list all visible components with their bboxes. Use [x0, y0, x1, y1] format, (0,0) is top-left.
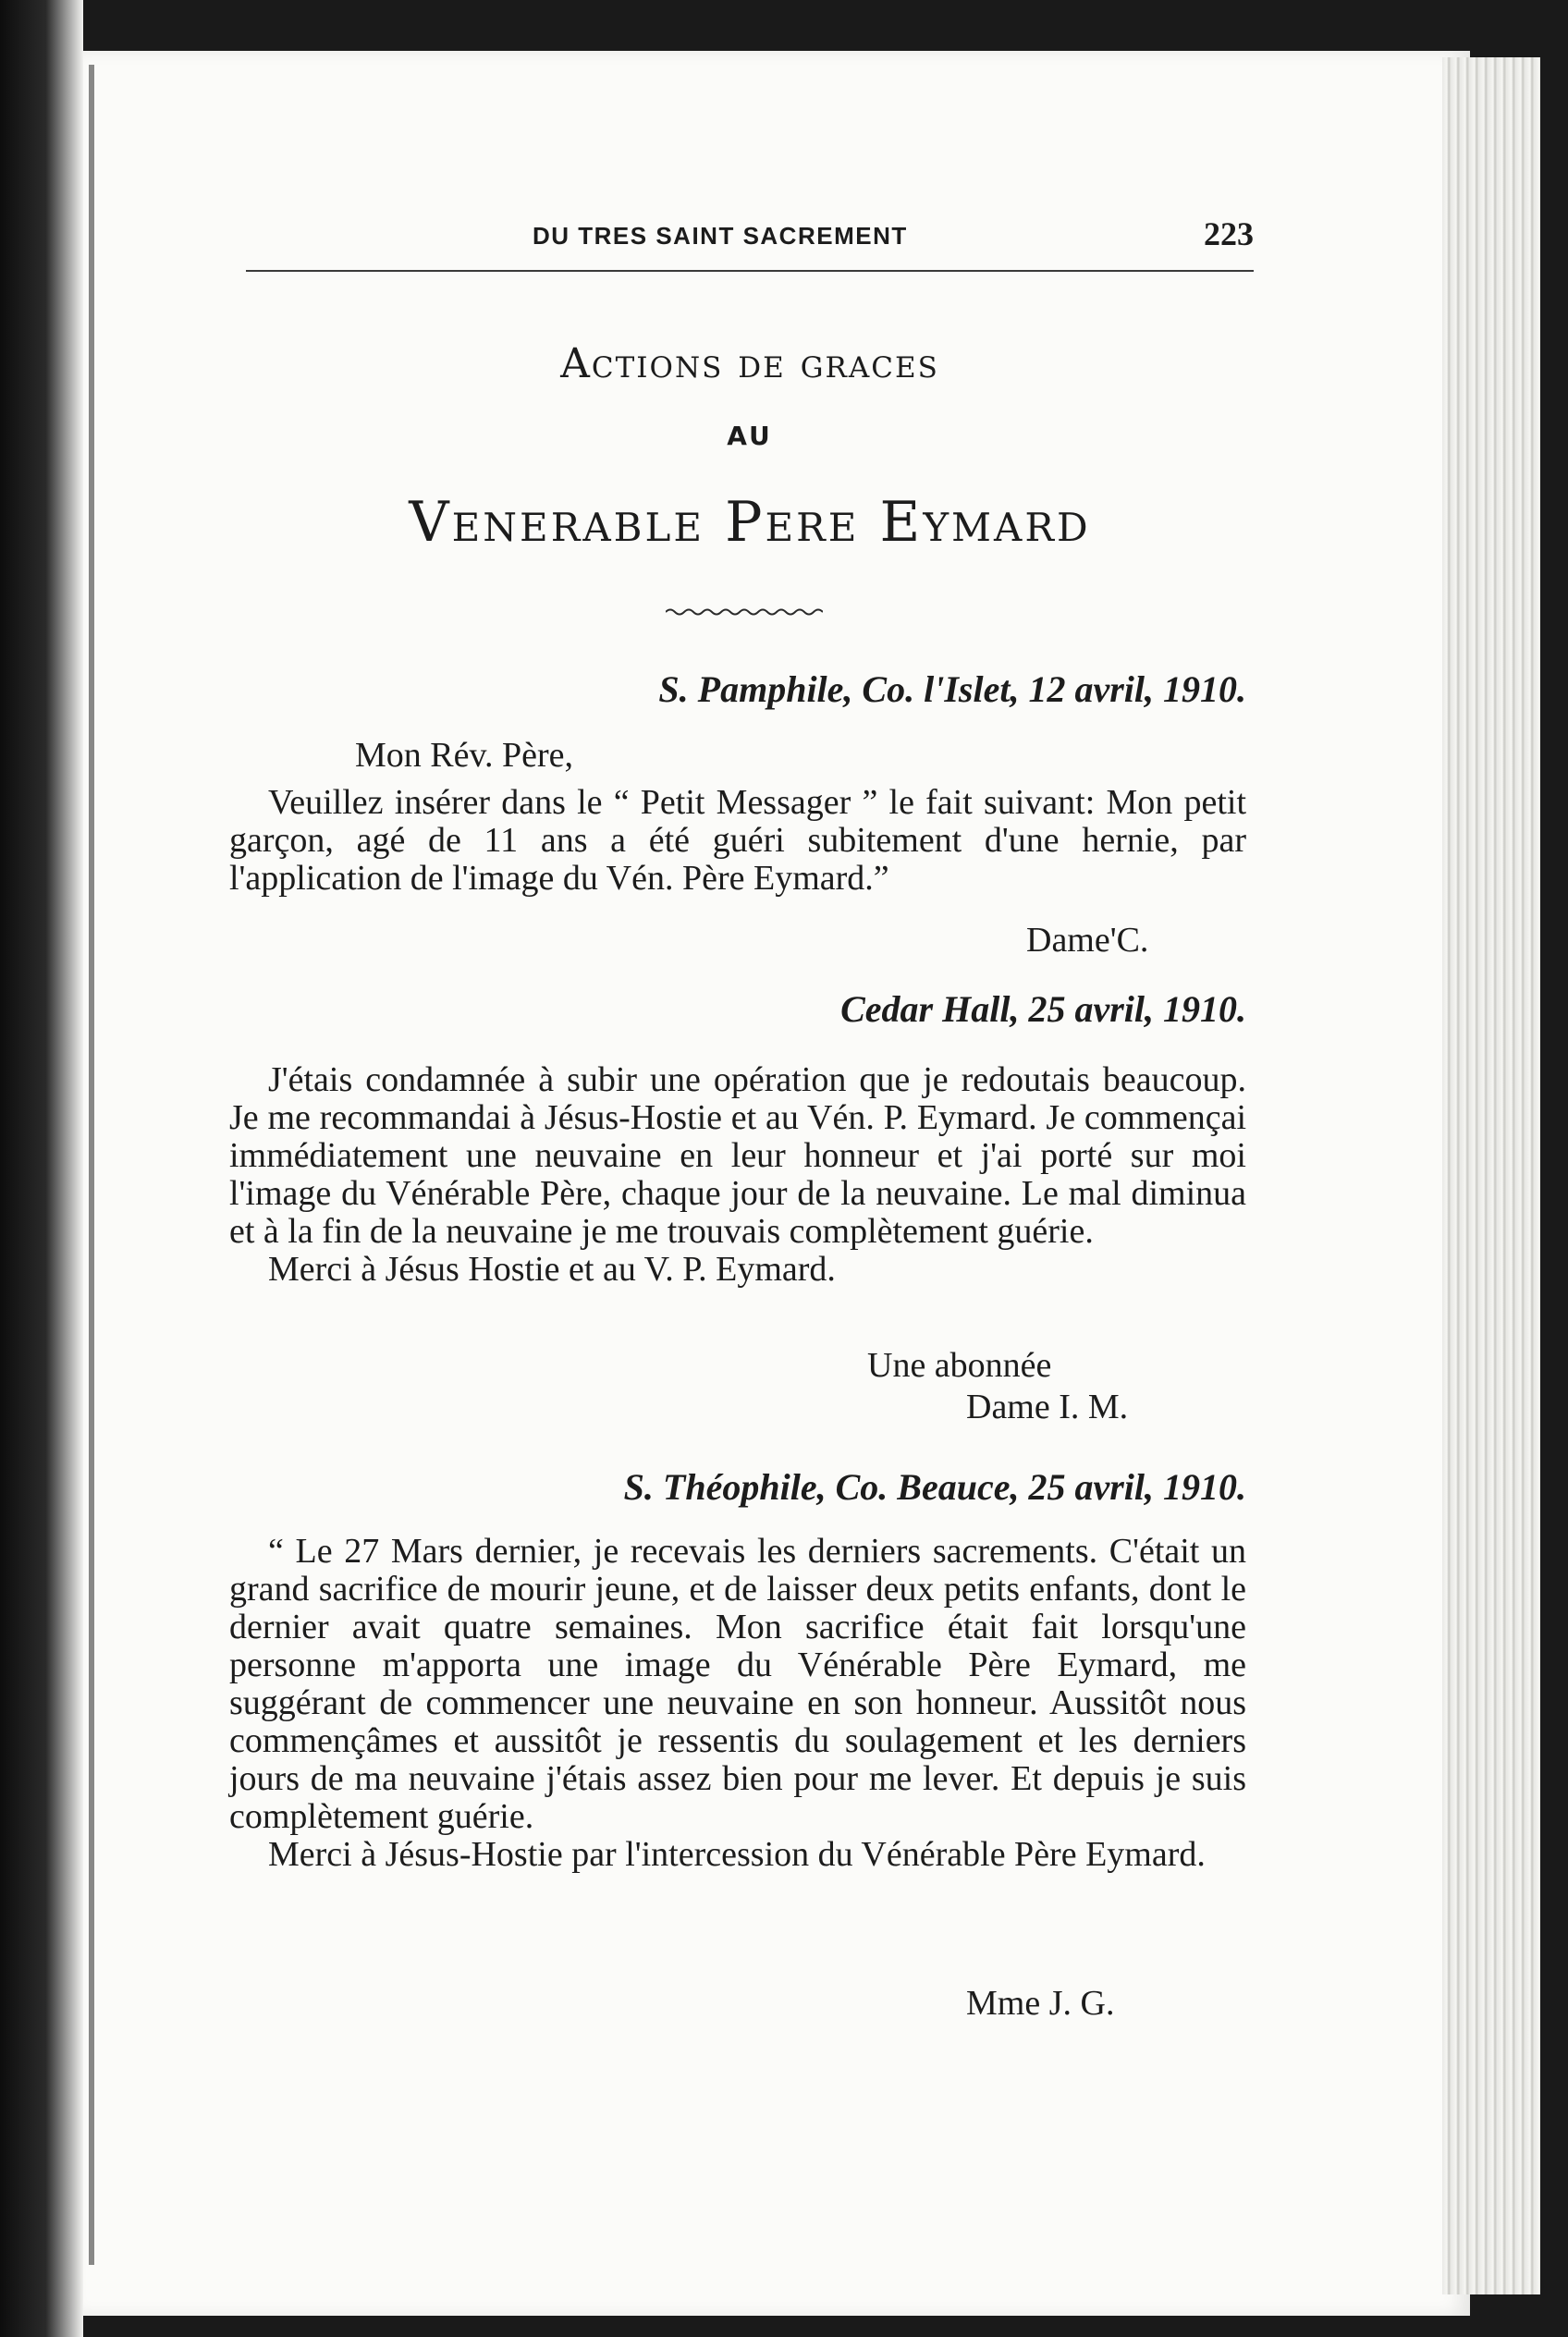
- letter-1-salutation: Mon Rév. Père,: [355, 736, 574, 775]
- letter-1-body: [229, 784, 1246, 898]
- letter-1-paragraph: Veuillez insérer dans le “ Petit Messager ” le fait suivant: Mon petit garçon, agé de 11 ans a été guéri subitement d'une hernie, par l'application de l'image du Vén. Père Eymard.”: [229, 783, 1246, 898]
- letter-3-signature: Mme J. G.: [966, 1984, 1115, 2023]
- running-head: [246, 214, 1254, 272]
- letter-2-signature-1: Une abonnée: [867, 1346, 1052, 1385]
- gutter-edge: [89, 65, 94, 2265]
- page-edges: [1442, 57, 1540, 2294]
- running-title: DU TRES SAINT SACREMENT: [533, 222, 908, 250]
- letter-2-signature-2: Dame I. M.: [966, 1388, 1129, 1426]
- letter-2-body: [229, 1061, 1246, 1289]
- letter-1-signature: Dame'C.: [1026, 921, 1149, 960]
- letter-3-paragraph-1: “ Le 27 Mars dernier, je recevais les derniers sacrements. C'était un grand sacrifice de mourir jeune, et de laisser deux petits enfants, dont le dernier avait quatre semaines. Mon sacrifice était fait lorsqu'une personne m'apporta une image du Vénérable Père Eymard, me suggérant de commencer une neuvaine en son honneur. Aussitôt nous commençâmes et aussitôt je ressentis du soulagement et les derniers jours de ma neuvaine j'étais assez bien pour me lever. Et depuis je suis complètement guérie.: [229, 1532, 1246, 1836]
- letter-3-body: [229, 1533, 1246, 1874]
- page-number: 223: [1204, 215, 1254, 252]
- wavy-ornament: [666, 606, 823, 618]
- letter-1-dateline: S. Pamphile, Co. l'Islet, 12 avril, 1910.: [658, 668, 1246, 710]
- letter-3-paragraph-2: Merci à Jésus-Hostie par l'intercession du Vénérable Père Eymard.: [268, 1835, 1206, 1874]
- heading-line-1: Actions de graces: [560, 340, 939, 387]
- letter-2-paragraph-2: Merci à Jésus Hostie et au V. P. Eymard.: [268, 1250, 836, 1289]
- heading-line-3: Venerable Pere Eymard: [409, 490, 1091, 555]
- heading-line-2: AU: [727, 421, 773, 451]
- book-spine-shadow: [0, 0, 83, 2337]
- letter-3-dateline: S. Théophile, Co. Beauce, 25 avril, 1910.: [623, 1466, 1246, 1508]
- letter-2-dateline: Cedar Hall, 25 avril, 1910.: [840, 988, 1246, 1030]
- letter-2-paragraph-1: J'étais condamnée à subir une opération que je redoutais beaucoup. Je me recommandai à Jésus-Hostie et au Vén. P. Eymard. Je commençai immédiatement une neuvaine en leur honneur et j'ai porté sur moi l'image du Vénérable Père, chaque jour de la neuvaine. Le mal diminua et à la fin de la neuvaine je me trouvais complètement guérie.: [229, 1060, 1246, 1251]
